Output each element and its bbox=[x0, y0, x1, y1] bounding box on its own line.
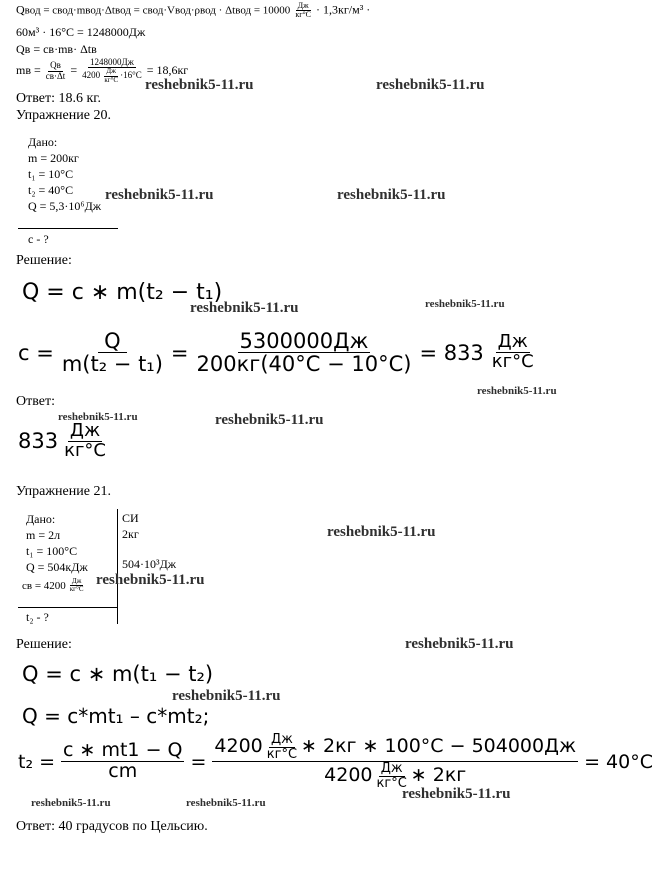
solution-label: Решение: bbox=[16, 253, 72, 268]
exercise-20-title: Упражнение 20. bbox=[16, 108, 111, 123]
watermark: reshebnik5-11.ru bbox=[172, 688, 281, 704]
watermark: reshebnik5-11.ru bbox=[376, 77, 485, 93]
si-label: СИ bbox=[122, 511, 139, 525]
heat-equation-line-3: Qв = cв·mв· Δtв bbox=[16, 42, 97, 56]
answer-label: Ответ: bbox=[16, 394, 55, 409]
exercise-21-title: Упражнение 21. bbox=[16, 484, 111, 499]
formula-expanded: Q = c*mt₁ – c*mt₂; bbox=[22, 704, 210, 728]
watermark: reshebnik5-11.ru bbox=[337, 187, 446, 203]
find-text: t₂ - ? bbox=[26, 610, 49, 624]
watermark: reshebnik5-11.ru bbox=[58, 411, 138, 423]
answer-text: Ответ: 18.6 кг. bbox=[16, 91, 101, 106]
watermark: reshebnik5-11.ru bbox=[96, 572, 205, 588]
watermark: reshebnik5-11.ru bbox=[425, 298, 505, 310]
formula-heat: Q = c ∗ m(t₂ − t₁) bbox=[22, 280, 223, 305]
watermark: reshebnik5-11.ru bbox=[186, 797, 266, 809]
unit-fraction: $\frac{Дж}{кг^\circ С}$ bbox=[295, 1, 312, 20]
temperature-equation: t₂ = $\frac{c ∗ mt1 - Q}{cm}$ = 4200 $\frac{Дж}{кг^\circ С}$ ∗ 2кг ∗ 100°C − 504000Дж 4200 $\frac{Дж}{кг^\circ С}$ ∗ 2кг = 40°С bbox=[18, 732, 653, 791]
solution-label: Решение: bbox=[16, 637, 72, 652]
given-block: Дано: m = 2л t₁ = 100°С Q = 504кДж bbox=[26, 512, 88, 574]
watermark: reshebnik5-11.ru bbox=[327, 524, 436, 540]
find-text: c - ? bbox=[28, 232, 49, 246]
si-divider bbox=[117, 509, 118, 624]
given-divider bbox=[18, 228, 118, 229]
specific-heat-equation: c = $\frac{Q}{\text{m(t₂ − t₁)}}$ = $\frac{5300000Дж}{200кг(40^\circ C - 10^\circ C)}$ = 833 $\frac{Дж}{кг^\circ С}$ bbox=[18, 329, 534, 377]
watermark: reshebnik5-11.ru bbox=[31, 797, 111, 809]
si-value: 2кг bbox=[122, 527, 139, 541]
watermark: reshebnik5-11.ru bbox=[190, 300, 299, 316]
given-block: Дано: m = 200кг t₁ = 10°С t₂ = 40°С Q = 5,3·10⁶Дж bbox=[28, 135, 102, 213]
watermark: reshebnik5-11.ru bbox=[105, 187, 214, 203]
answer-text: Ответ: 40 градусов по Цельсию. bbox=[16, 819, 208, 834]
mass-equation: mв = $\frac{Qв}{cв\cdot\Delta t}$ = 1248000Дж 4200 $\frac{Дж}{кг^\circ С}$ ·16°С = 18,6кг bbox=[16, 57, 189, 84]
watermark: reshebnik5-11.ru bbox=[215, 412, 324, 428]
heat-equation-line-1: Qвод = cвод·mвод·Δtвод = cвод·Vвод·ρвод · Δtвод = 10000 $\frac{Дж}{кг^\circ С}$ · 1,3кг/м³ · bbox=[16, 1, 371, 20]
watermark: reshebnik5-11.ru bbox=[477, 385, 557, 397]
formula-heat: Q = c ∗ m(t₁ − t₂) bbox=[22, 662, 214, 686]
watermark: reshebnik5-11.ru bbox=[402, 786, 511, 802]
specific-heat-given: cв = 4200 $\frac{Дж}{кг^\circ С}$ bbox=[22, 577, 84, 594]
watermark: reshebnik5-11.ru bbox=[405, 636, 514, 652]
watermark: reshebnik5-11.ru bbox=[145, 77, 254, 93]
answer-value: 833 $\frac{Дж}{кг^\circ С}$ bbox=[18, 420, 106, 461]
si-value: 504·10³Дж bbox=[122, 557, 177, 571]
heat-equation-line-2: 60м³ · 16°С = 1248000Дж bbox=[16, 25, 146, 39]
given-divider bbox=[18, 607, 117, 608]
